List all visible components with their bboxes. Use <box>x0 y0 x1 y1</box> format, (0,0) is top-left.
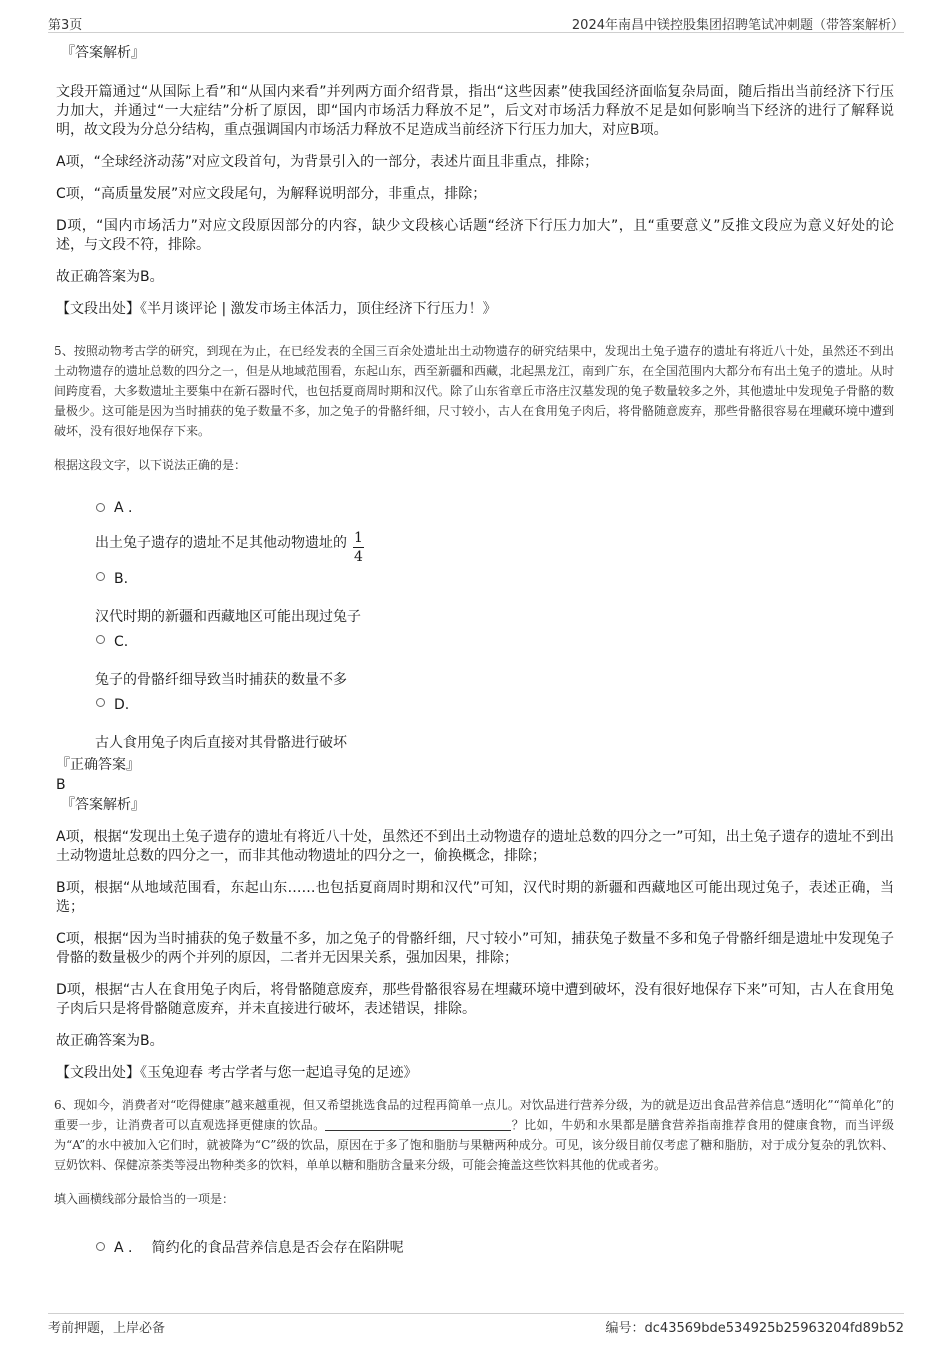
document-title: 2024年南昌中镁控股集团招聘笔试冲刺题（带答案解析） <box>571 18 904 33</box>
q5-option-d-text: 古人食用兔子肉后直接对其骨骼进行破坏 <box>95 735 347 751</box>
q5-source: 【文段出处】《玉兔迎春 考古学者与您一起追寻兔的足迹》 <box>56 1065 418 1081</box>
q5-analysis-option-c: C项，根据“因为当时捕获的兔子数量不多，加之兔子的骨骼纤细，尺寸较小”可知，捕获兔子数量不多和兔子骨骼纤细是遗址中发现兔子骨骼的数量极少的两个并列的原因，二者并无因果关系，强加因果，排除； <box>56 931 894 966</box>
option-letter: B. <box>114 571 129 587</box>
option-letter: D. <box>114 697 130 713</box>
q5-option-c-text: 兔子的骨骼纤细导致当时捕获的数量不多 <box>95 672 347 688</box>
q5-conclusion: 故正确答案为B。 <box>56 1033 164 1049</box>
document-code <box>606 1317 904 1336</box>
q5-prompt: 根据这段文字，以下说法正确的是： <box>54 458 247 472</box>
option-letter: C. <box>114 634 129 650</box>
page-footer <box>48 1313 904 1334</box>
page-content <box>56 44 894 1257</box>
q4-analysis-heading: 『答案解析』 <box>61 45 145 61</box>
radio-button[interactable] <box>96 698 105 707</box>
q5-option-b[interactable] <box>56 568 894 588</box>
option-text: 简约化的食品营养信息是否会存在陷阱呢 <box>151 1240 404 1256</box>
q6-stem-part2: ？比如，牛奶和水果都是膳食营养指南推荐食用的健康食物，而当评级为“A”的水中被加入它们时，就被降为“C”级的饮品，原因在于多了饱和脂肪与果糖两种成分。可见，该分级目前仅考虑了糖和脂肪，对于成分复杂的乳饮料、豆奶饮料、保健凉茶类等浸出物种类多的饮料，单单以糖和脂肪含量来分级，可能会掩盖这些饮料其他的优或者劣。 <box>54 1118 894 1172</box>
q6-option-a[interactable] <box>56 1237 894 1257</box>
q4-conclusion: 故正确答案为B。 <box>56 269 164 285</box>
q5-option-c[interactable] <box>56 631 894 651</box>
q6-prompt: 填入画横线部分最恰当的一项是： <box>54 1192 235 1206</box>
q6-stem <box>54 1095 894 1175</box>
radio-button[interactable] <box>96 635 105 644</box>
q5-analysis-option-d: D项，根据“古人在食用兔子肉后，将骨骼随意废弃，那些骨骼很容易在埋藏环境中遭到破坏，没有很好地保存下来”可知，古人在食用兔子肉后只是将骨骼随意废弃，并未直接进行破坏，表述错误，排除。 <box>56 982 894 1017</box>
fraction-numerator: 1 <box>354 530 363 546</box>
radio-button[interactable] <box>96 503 105 512</box>
q5-option-a[interactable] <box>56 497 894 517</box>
q5-stem: 5、按照动物考古学的研究，到现在为止，在已经发表的全国三百余处遗址出土动物遗存的研究结果中，发现出土兔子遗存的遗址有将近八十处，虽然还不到出土动物遗存的遗址总数的四分之一，但是从地域范围看，东起山东，西至新疆和西藏，北起黑龙江，南到广东，在全国范围内大都分布有出土兔子的遗址。从时间跨度看，大多数遗址主要集中在新石器时代，也包括夏商周时期和汉代。除了山东省章丘市洛庄汉墓发现的兔子数量较多之外，其他遗址中发现兔子骨骼的数量极少。这可能是因为当时捕获的兔子数量不多，加之兔子的骨骼纤细，尺寸较小，古人在食用兔子肉后，将骨骼随意废弃，那些骨骼很容易在埋藏环境中遭到破坏，没有很好地保存下来。 <box>54 344 895 438</box>
radio-button[interactable] <box>96 1242 105 1251</box>
q5-option-a-text <box>95 529 894 566</box>
code-label: 编号： <box>605 1321 645 1336</box>
q5-analysis-option-a: A项，根据“发现出土兔子遗存的遗址有将近八十处，虽然还不到出土动物遗存的遗址总数的四分之一”可知，出土兔子遗存的遗址不到出土动物遗址总数的四分之一，而非其他动物遗址的四分之一，偷换概念，排除； <box>56 829 894 864</box>
radio-button[interactable] <box>96 572 105 581</box>
q4-analysis-paragraph: 文段开篇通过“从国际上看”和“从国内来看”并列两方面介绍背景，指出“这些因素”使我国经济面临复杂局面，随后指出当前经济下行压力加大，并通过“一大症结”分析了原因，即“国内市场活力释放不足”，后文对市场活力释放不足是如何影响当下经济的进行了解释说明，故文段为分总分结构，重点强调国内市场活力释放不足造成当前经济下行压力加大，对应B项。 <box>56 84 894 138</box>
option-letter: A . <box>114 500 133 516</box>
q4-analysis-option-c: C项，“高质量发展”对应文段尾句，为解释说明部分，非重点，排除； <box>56 186 487 202</box>
q5-option-d[interactable] <box>56 694 894 714</box>
code-value: dc43569bde534925b25963204fd89b52 <box>644 1321 904 1336</box>
q4-analysis-option-a: A项，“全球经济动荡”对应文段首句，为背景引入的一部分，表述片面且非重点，排除； <box>56 154 599 170</box>
page-header <box>48 14 904 33</box>
option-text: 出土兔子遗存的遗址不足其他动物遗址的 <box>95 535 347 551</box>
q5-correct-heading: 『正确答案』 <box>56 757 140 773</box>
fraction <box>353 529 364 566</box>
q4-analysis-option-d: D项，“国内市场活力”对应文段原因部分的内容，缺少文段核心话题“经济下行压力加大”，且“重要意义”反推文段应为意义好处的论述，与文段不符，排除。 <box>56 218 894 253</box>
q5-analysis-heading: 『答案解析』 <box>61 797 145 813</box>
footer-slogan: 考前押题，上岸必备 <box>48 1321 166 1336</box>
q5-option-b-text: 汉代时期的新疆和西藏地区可能出现过兔子 <box>95 609 361 625</box>
fraction-denominator: 4 <box>354 549 363 565</box>
q5-analysis-option-b: B项，根据“从地域范围看，东起山东……也包括夏商周时期和汉代”可知，汉代时期的新疆和西藏地区可能出现过兔子，表述正确，当选； <box>56 880 894 915</box>
fill-in-blank-line <box>325 1118 511 1131</box>
option-letter: A . <box>114 1240 133 1256</box>
q5-correct-answer: B <box>56 777 66 793</box>
page-number: 第3页 <box>48 18 83 33</box>
q6-stem-part1: 6、现如今，消费者对“吃得健康”越来越重视，但又希望挑选食品的过程再简单一点儿。对饮品进行营养分级，为的就是迈出食品营养信息“透明化”“简单化”的重要一步，让消费者可以直观选择更健康的饮品。 <box>54 1098 894 1132</box>
q4-source: 【文段出处】《半月谈评论 | 激发市场主体活力，顶住经济下行压力！》 <box>56 301 497 317</box>
